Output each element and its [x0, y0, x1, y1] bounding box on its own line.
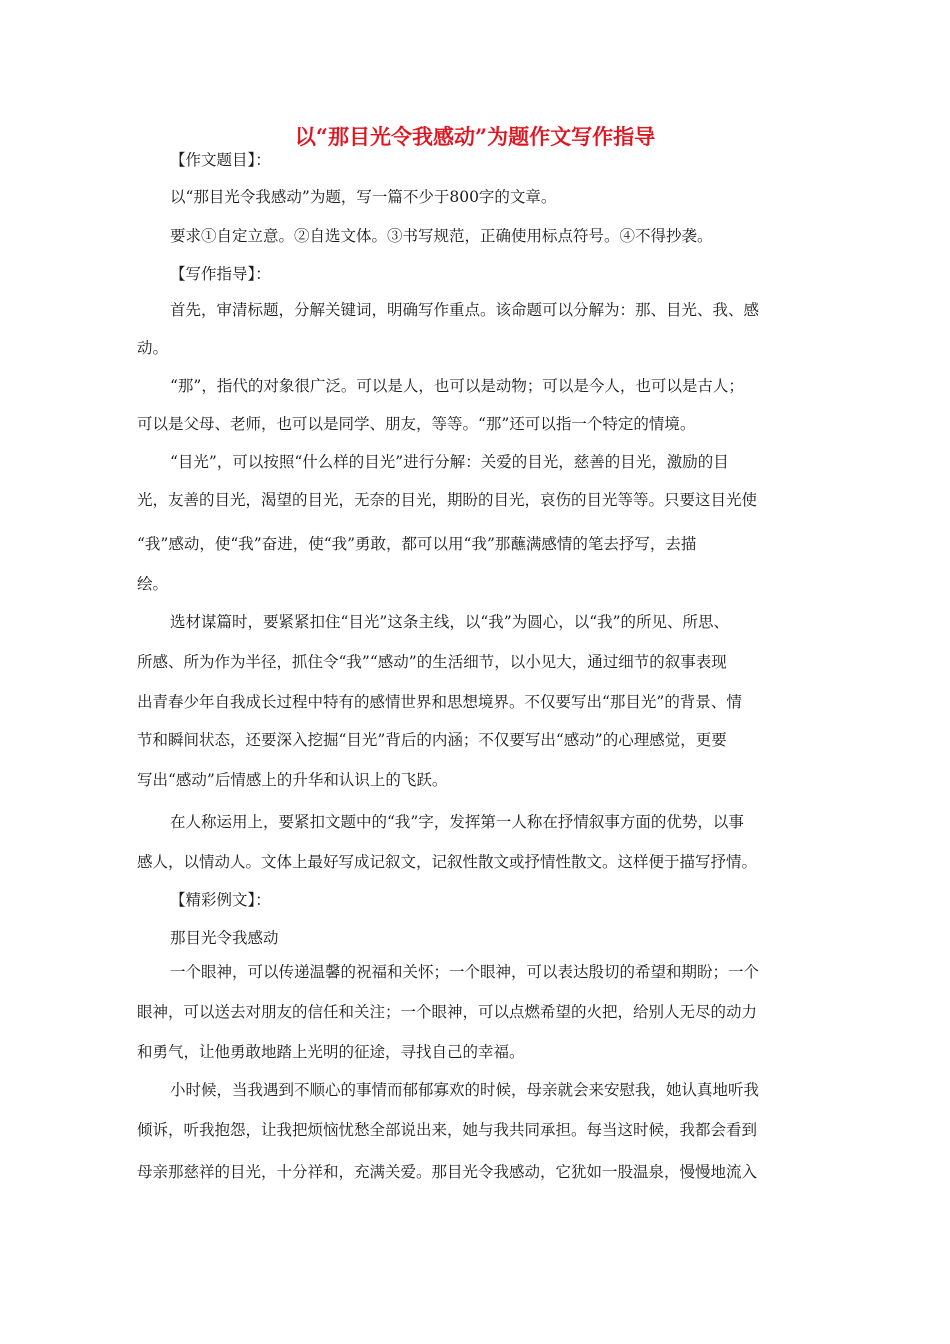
- paragraph-line: 选材谋篇时，要紧紧扣住“目光”这条主线，以“我”为圆心，以“我”的所见、所思、: [170, 613, 730, 631]
- paragraph-line: “我”感动，使“我”奋进，使“我”勇敢，都可以用“我”那蘸满感情的笔去抒写，去描: [137, 535, 697, 553]
- paragraph-line: 可以是父母、老师，也可以是同学、朋友，等等。“那”还可以指一个特定的情境。: [137, 415, 696, 433]
- paragraph-line: 感人，以情动人。文体上最好写成记叙文，记叙性散文或抒情性散文。这样便于描写抒情。: [137, 853, 758, 871]
- paragraph-line: 节和瞬间状态，还要深入挖掘“目光”背后的内涵；不仅要写出“感动”的心理感觉，更要: [137, 731, 727, 749]
- paragraph-line: 母亲那慈祥的目光，十分祥和，充满关爱。那目光令我感动，它犹如一股温泉，慢慢地流入: [137, 1163, 758, 1181]
- paragraph-line: 和勇气，让他勇敢地踏上光明的征途，寻找自己的幸福。: [137, 1043, 525, 1061]
- paragraph-line: 眼神，可以送去对朋友的信任和关注；一个眼神，可以点燃希望的火把，给别人无尽的动力: [137, 1003, 758, 1021]
- paragraph-line: 一个眼神，可以传递温馨的祝福和关怀；一个眼神，可以表达殷切的希望和期盼；一个: [170, 963, 760, 981]
- document-title: 以“那目光令我感动”为题作文写作指导: [294, 124, 656, 149]
- paragraph-line: 倾诉，听我抱怨，让我把烦恼忧愁全部说出来，她与我共同承担。每当这时候，我都会看到: [137, 1121, 758, 1139]
- paragraph-line: 写出“感动”后情感上的升华和认识上的飞跃。: [137, 771, 448, 789]
- paragraph-line: 出青春少年自我成长过程中特有的感情世界和思想境界。不仅要写出“那目光”的背景、情: [137, 693, 742, 711]
- paragraph-line: 所感、所为作为半径，抓住令“我”“感动”的生活细节，以小见大，通过细节的叙事表现: [137, 653, 727, 671]
- essay-title: 那目光令我感动: [170, 929, 279, 947]
- paragraph-line: “那”，指代的对象很广泛。可以是人，也可以是动物；可以是今人，也可以是古人；: [170, 377, 744, 395]
- paragraph-line: 首先，审清标题，分解关键词，明确写作重点。该命题可以分解为：那、目光、我、感: [170, 301, 760, 319]
- paragraph-line: 小时候，当我遇到不顺心的事情而郁郁寡欢的时候，母亲就会来安慰我，她认真地听我: [170, 1081, 760, 1099]
- paragraph-line: 绘。: [137, 575, 169, 593]
- paragraph-line: 光，友善的目光，渴望的目光，无奈的目光，期盼的目光，哀伤的目光等等。只要这目光使: [137, 491, 758, 509]
- paragraph-line: 在人称运用上，要紧扣文题中的“我”字，发挥第一人称在抒情叙事方面的优势，以事: [170, 813, 744, 831]
- paragraph-line: 动。: [137, 339, 169, 357]
- paragraph-line: 要求①自定立意。②自选文体。③书写规范，正确使用标点符号。④不得抄袭。: [170, 227, 713, 245]
- paragraph-line: “目光”，可以按照“什么样的目光”进行分解：关爱的目光，慈善的目光，激励的目: [170, 453, 729, 471]
- section-heading: 【作文题目】：: [170, 151, 271, 169]
- paragraph-line: 以“那目光令我感动”为题，写一篇不少于800字的文章。: [170, 188, 557, 206]
- section-heading: 【精彩例文】：: [170, 891, 271, 909]
- section-heading: 【写作指导】：: [170, 265, 271, 283]
